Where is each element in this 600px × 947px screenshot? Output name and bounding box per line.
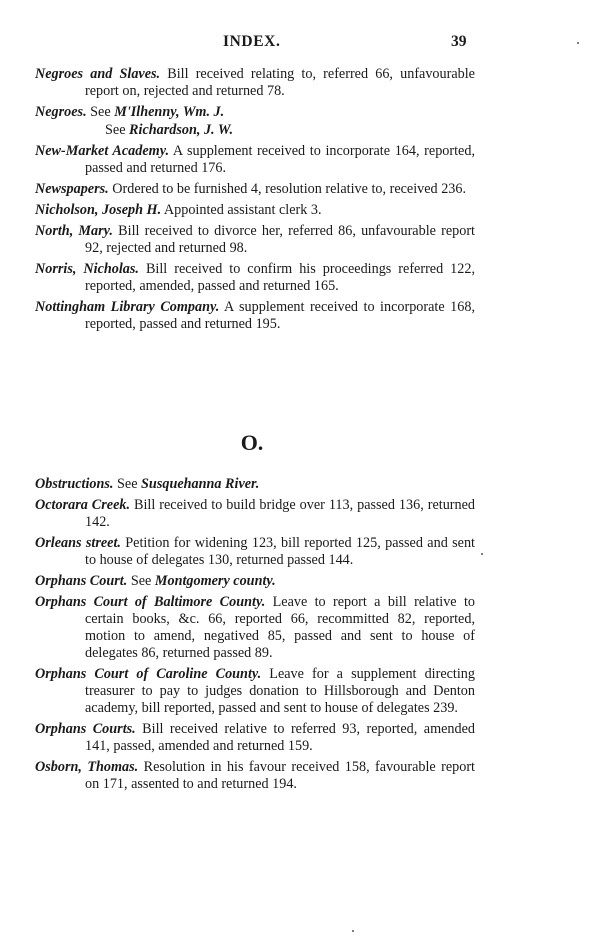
index-entry bbox=[35, 476, 475, 493]
index-entry bbox=[35, 759, 475, 793]
index-entry bbox=[35, 104, 475, 139]
entry-heading: Orleans street. bbox=[35, 534, 121, 551]
entry-see-reference: M'Ilhenny, Wm. J. bbox=[114, 104, 225, 120]
see-also-prefix: See bbox=[105, 122, 130, 139]
entry-text: Bill received relative to referred 93, reported, amended 141, passed, amended and returned 159. bbox=[85, 721, 475, 755]
entry-text: A supplement received to incorporate 164, reported, passed and returned 176. bbox=[85, 143, 475, 177]
entry-heading: Negroes and Slaves. bbox=[35, 66, 161, 82]
index-entry bbox=[35, 721, 475, 755]
entry-text: A supplement received to incorporate 168, reported, passed and returned 195. bbox=[85, 298, 476, 332]
entry-heading: Orphans Court. bbox=[35, 572, 128, 589]
index-entry bbox=[35, 223, 475, 257]
entry-see-reference: Montgomery county. bbox=[154, 572, 276, 589]
entry-text: Resolution in his favour received 158, favourable report on 171, assented to and returned 194. bbox=[85, 759, 475, 793]
entry-heading: Norris, Nicholas. bbox=[35, 260, 139, 277]
index-entry bbox=[35, 181, 475, 198]
entry-heading: Negroes. bbox=[35, 104, 87, 120]
entry-text: Petition for widening 123, bill reported 125, passed and sent to house of delegates 130, returned passed 144. bbox=[85, 534, 475, 568]
entry-text: Leave for a supplement directing treasurer to pay to judges donation to Hillsborough and Denton academy, bill reported, passed and sent to house of delegates 239. bbox=[85, 666, 475, 717]
index-entries-o bbox=[35, 476, 475, 797]
section-letter: O. bbox=[240, 430, 264, 455]
header-title: INDEX. bbox=[223, 33, 281, 50]
entry-heading: Osborn, Thomas. bbox=[35, 759, 139, 776]
entry-heading: Obstructions. bbox=[35, 476, 114, 492]
entry-heading: New-Market Academy. bbox=[35, 143, 170, 159]
index-entry bbox=[35, 594, 475, 663]
index-entry bbox=[35, 261, 475, 295]
entry-text: Bill received to build bridge over 113, passed 136, returned 142. bbox=[85, 496, 475, 530]
page-number: 39 bbox=[451, 33, 467, 50]
entry-heading: Orphans Court of Baltimore County. bbox=[35, 593, 266, 610]
section-heading bbox=[0, 430, 600, 456]
entry-heading: Nottingham Library Company. bbox=[35, 298, 220, 315]
index-entry bbox=[35, 66, 475, 100]
index-entry bbox=[35, 202, 475, 219]
entry-text: Ordered to be furnished 4, resolution relative to, received 236. bbox=[108, 181, 467, 197]
entry-heading: North, Mary. bbox=[35, 222, 113, 239]
entry-text: Bill received to divorce her, referred 86, unfavourable report 92, rejected and returned 98. bbox=[85, 222, 475, 256]
entry-text: Bill received to confirm his proceedings referred 122, reported, amended, passed and returned 165. bbox=[85, 260, 476, 294]
page-header bbox=[0, 33, 600, 53]
entry-text: See bbox=[86, 104, 115, 120]
entry-text: Bill received relating to, referred 66, unfavourable report on, rejected and returned 78. bbox=[85, 66, 475, 100]
entry-heading: Orphans Courts. bbox=[35, 721, 136, 738]
entry-heading: Nicholson, Joseph H. bbox=[35, 201, 162, 218]
index-entry bbox=[35, 535, 475, 569]
index-entry bbox=[35, 573, 475, 590]
entry-heading: Orphans Court of Caroline County. bbox=[35, 666, 262, 682]
index-entry bbox=[35, 299, 475, 333]
entry-heading: Newspapers. bbox=[35, 181, 109, 197]
entry-text: Leave to report a bill relative to certain books, &c. 66, reported 66, recommitted 82, reported, motion to amend, negatived 85, passed and sent to house of delegates 86, returned passed 89. bbox=[85, 593, 475, 662]
entry-text: See bbox=[127, 572, 155, 589]
entry-text: See bbox=[113, 476, 142, 492]
index-entry bbox=[35, 497, 475, 531]
entry-text: Appointed assistant clerk 3. bbox=[161, 201, 322, 218]
entry-see-also-line bbox=[85, 122, 475, 139]
index-entry bbox=[35, 143, 475, 177]
index-entry bbox=[35, 666, 475, 718]
entry-see-reference: Richardson, J. W. bbox=[129, 122, 233, 139]
print-speck bbox=[481, 553, 483, 555]
print-speck bbox=[577, 42, 579, 44]
entry-see-reference: Susquehanna River. bbox=[141, 476, 260, 492]
entry-heading: Octorara Creek. bbox=[35, 496, 131, 513]
index-entries-n bbox=[35, 66, 475, 337]
print-speck bbox=[352, 930, 354, 932]
